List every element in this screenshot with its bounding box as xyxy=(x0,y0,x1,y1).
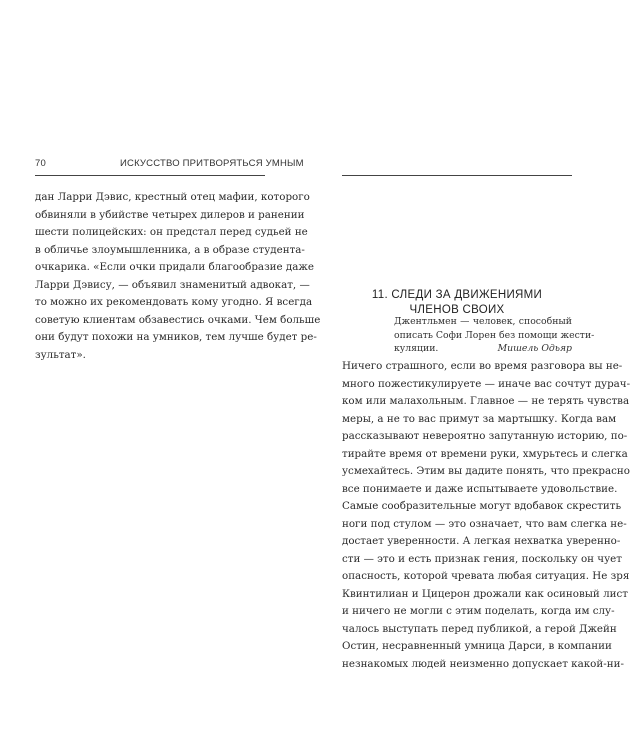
text-line: описать Софи Лорен без помощи жести- xyxy=(394,329,595,341)
text-line: советую клиентам обзавестись очками. Чем больше xyxy=(35,313,321,326)
text-line: Самые сообразительные могут вдобавок скрестить xyxy=(342,500,622,512)
text-line: Ничего страшного, если во время разговора вы не- xyxy=(342,360,623,372)
epigraph-author: Мишель Одьяр xyxy=(497,343,572,354)
page-number: 70 xyxy=(35,158,46,169)
text-line: ком или малахольным. Главное — не терять чувства xyxy=(342,395,630,407)
running-title: ИСКУССТВО ПРИТВОРЯТЬСЯ УМНЫМ xyxy=(120,158,304,169)
text-line: сти — это и есть признак гения, поскольку он чует xyxy=(342,552,622,565)
text-line: достает уверенности. А легкая нехватка уверенно- xyxy=(342,535,621,547)
text-line: рассказывают невероятно запутанную историю, по- xyxy=(342,430,628,442)
left-body-text xyxy=(35,189,321,364)
text-line: чалось выступать перед публикой, а герой Джейн xyxy=(342,622,617,635)
text-line: тирайте время от времени руки, хмурьтесь и слегка xyxy=(342,447,628,460)
chapter-title-line: 11. СЛЕДИ ЗА ДВИЖЕНИЯМИ xyxy=(371,289,543,301)
text-line: Ларри Дэвису, — объявил знаменитый адвокат, — xyxy=(35,278,310,291)
text-line: Джентльмен — человек, способный xyxy=(394,316,572,327)
right-page xyxy=(300,0,630,750)
text-line: они будут похожи на умников, тем лучше будет ре- xyxy=(35,331,317,343)
text-line: незнакомых людей неизменно допускает какой-ни- xyxy=(342,657,624,670)
text-line: ноги под стулом — это означает, что вам слегка не- xyxy=(342,517,627,530)
text-line: обвиняли в убийстве четырех дилеров и ранении xyxy=(35,208,305,221)
text-line: Квинтилиан и Цицерон дрожали как осиновый лист xyxy=(342,587,628,600)
text-line: шести полицейских: он предстал перед судьей не xyxy=(35,226,308,238)
chapter-title-line: ЧЛЕНОВ СВОИХ xyxy=(409,304,505,316)
header-rule xyxy=(35,175,265,176)
text-line: то можно их рекомендовать кому угодно. Я всегда xyxy=(35,296,313,308)
text-line: очкарика. «Если очки придали благообразие даже xyxy=(35,261,314,273)
text-line: много пожестикулируете — иначе вас сочтут дурач- xyxy=(342,377,630,390)
text-line: опасность, которой чревата любая ситуация. Не зря xyxy=(342,570,630,582)
text-line: все понимаете и даже испытываете удовольствие. xyxy=(342,482,618,495)
header-rule xyxy=(342,175,572,176)
right-body-text xyxy=(342,358,630,673)
text-line: зультат». xyxy=(35,348,86,361)
chapter-title xyxy=(342,288,572,318)
text-line: куляции. xyxy=(394,343,439,354)
text-line: меры, а не то вас примут за мартышку. Когда вам xyxy=(342,412,617,425)
text-line: и ничего не могли с этим поделать, когда им слу- xyxy=(342,605,615,617)
text-line: Остин, несравненный умница Дарси, в компании xyxy=(342,640,612,652)
text-line: усмехайтесь. Этим вы дадите понять, что прекрасно xyxy=(342,465,630,477)
text-line: дан Ларри Дэвис, крестный отец мафии, которого xyxy=(35,191,310,203)
text-line: в обличье злоумышленника, а в образе студента- xyxy=(35,243,305,256)
